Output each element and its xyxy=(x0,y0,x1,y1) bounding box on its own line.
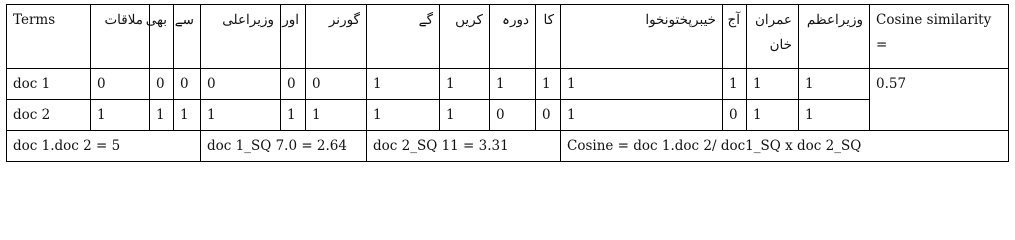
term-count-cell: 1 xyxy=(306,100,367,131)
term-count-cell: 0 xyxy=(150,69,174,100)
term-count-cell: 1 xyxy=(367,69,440,100)
cosine-similarity-header: Cosine similarity = xyxy=(870,5,1009,69)
term-count-cell: 1 xyxy=(150,100,174,131)
term-header: دورہ xyxy=(490,5,536,69)
term-header: گے xyxy=(367,5,440,69)
term-count-cell: 1 xyxy=(723,69,747,100)
term-count-cell: 1 xyxy=(536,69,561,100)
term-vector-table xyxy=(6,4,1009,162)
term-count-cell: 1 xyxy=(91,100,150,131)
header-row xyxy=(7,5,1009,69)
term-count-cell: 1 xyxy=(367,100,440,131)
term-header: کریں xyxy=(440,5,490,69)
term-count-cell: 0 xyxy=(201,69,281,100)
term-count-cell: 1 xyxy=(747,69,799,100)
term-header: وزیراعلی xyxy=(201,5,281,69)
term-count-cell: 1 xyxy=(799,69,870,100)
term-header: سے xyxy=(174,5,201,69)
term-count-cell: 1 xyxy=(201,100,281,131)
term-count-cell: 1 xyxy=(440,69,490,100)
doc1-row xyxy=(7,69,1009,100)
term-count-cell: 0 xyxy=(306,69,367,100)
row-label: doc 2 xyxy=(7,100,91,131)
term-header: گورنر xyxy=(306,5,367,69)
term-count-cell: 0 xyxy=(723,100,747,131)
doc2-magnitude-cell: doc 2_SQ 11 = 3.31 xyxy=(367,131,561,162)
term-count-cell: 1 xyxy=(440,100,490,131)
term-count-cell: 0 xyxy=(490,100,536,131)
row-label: doc 1 xyxy=(7,69,91,100)
term-header: ملاقات xyxy=(91,5,150,69)
term-count-cell: 0 xyxy=(91,69,150,100)
term-header: بھی xyxy=(150,5,174,69)
term-count-cell: 1 xyxy=(281,100,306,131)
cosine-formula-cell: Cosine = doc 1.doc 2/ doc1_SQ x doc 2_SQ xyxy=(561,131,1009,162)
cosine-similarity-value: 0.57 xyxy=(870,69,1009,131)
footer-row xyxy=(7,131,1009,162)
term-count-cell: 0 xyxy=(174,69,201,100)
dot-product-cell: doc 1.doc 2 = 5 xyxy=(7,131,201,162)
term-header: خیبرپختونخوا xyxy=(561,5,723,69)
term-count-cell: 1 xyxy=(174,100,201,131)
term-count-cell: 1 xyxy=(747,100,799,131)
terms-header: Terms xyxy=(7,5,91,69)
term-count-cell: 0 xyxy=(281,69,306,100)
term-count-cell: 1 xyxy=(561,69,723,100)
term-header: عمران خان xyxy=(747,5,799,69)
doc2-row xyxy=(7,100,1009,131)
term-header: آج xyxy=(723,5,747,69)
term-header: کا xyxy=(536,5,561,69)
term-count-cell: 0 xyxy=(536,100,561,131)
doc1-magnitude-cell: doc 1_SQ 7.0 = 2.64 xyxy=(201,131,367,162)
term-count-cell: 1 xyxy=(561,100,723,131)
term-header: اور xyxy=(281,5,306,69)
term-count-cell: 1 xyxy=(490,69,536,100)
term-header: وزیراعظم xyxy=(799,5,870,69)
term-count-cell: 1 xyxy=(799,100,870,131)
